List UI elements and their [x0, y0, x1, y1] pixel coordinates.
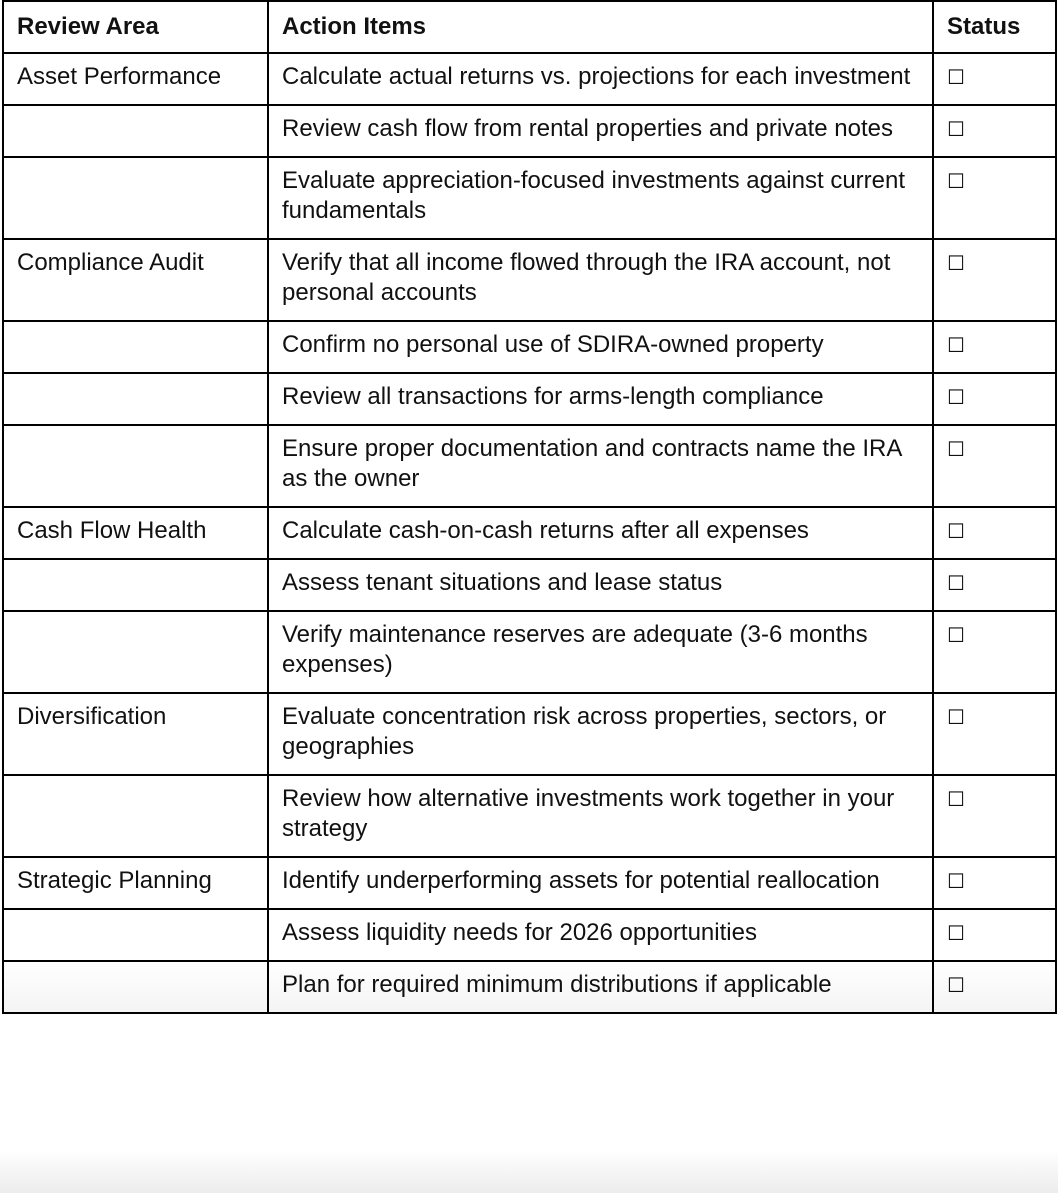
action-item-cell: Review cash flow from rental properties and private notes [268, 105, 933, 157]
table-body [3, 53, 1056, 1013]
table-row [3, 559, 1056, 611]
action-item-cell: Evaluate concentration risk across properties, sectors, or geographies [268, 693, 933, 775]
review-area-cell [3, 321, 268, 373]
action-item-cell: Calculate actual returns vs. projections for each investment [268, 53, 933, 105]
table-row [3, 693, 1056, 775]
table-row [3, 909, 1056, 961]
review-area-cell: Strategic Planning [3, 857, 268, 909]
status-checkbox[interactable]: ☐ [947, 251, 965, 275]
status-checkbox[interactable]: ☐ [947, 705, 965, 729]
status-checkbox[interactable]: ☐ [947, 169, 965, 193]
table-row [3, 611, 1056, 693]
status-cell [933, 909, 1056, 961]
status-cell [933, 559, 1056, 611]
status-cell [933, 775, 1056, 857]
review-area-cell [3, 611, 268, 693]
review-area-cell [3, 775, 268, 857]
header-action-items: Action Items [268, 1, 933, 53]
status-cell [933, 321, 1056, 373]
status-cell [933, 961, 1056, 1013]
action-item-cell: Identify underperforming assets for potential reallocation [268, 857, 933, 909]
status-checkbox[interactable]: ☐ [947, 973, 965, 997]
action-item-cell: Ensure proper documentation and contracts name the IRA as the owner [268, 425, 933, 507]
table-row [3, 239, 1056, 321]
action-item-cell: Confirm no personal use of SDIRA-owned property [268, 321, 933, 373]
status-checkbox[interactable]: ☐ [947, 65, 965, 89]
review-area-cell [3, 559, 268, 611]
action-item-cell: Evaluate appreciation-focused investments against current fundamentals [268, 157, 933, 239]
table-header-row [3, 1, 1056, 53]
status-checkbox[interactable]: ☐ [947, 333, 965, 357]
table-row [3, 425, 1056, 507]
status-cell [933, 693, 1056, 775]
status-checkbox[interactable]: ☐ [947, 385, 965, 409]
status-checkbox[interactable]: ☐ [947, 437, 965, 461]
status-checkbox[interactable]: ☐ [947, 571, 965, 595]
status-checkbox[interactable]: ☐ [947, 519, 965, 543]
status-cell [933, 105, 1056, 157]
review-area-cell: Diversification [3, 693, 268, 775]
table-row [3, 157, 1056, 239]
review-area-cell: Compliance Audit [3, 239, 268, 321]
status-checkbox[interactable]: ☐ [947, 623, 965, 647]
header-status: Status [933, 1, 1056, 53]
status-cell [933, 373, 1056, 425]
status-cell [933, 53, 1056, 105]
action-item-cell: Plan for required minimum distributions if applicable [268, 961, 933, 1013]
action-item-cell: Verify maintenance reserves are adequate (3-6 months expenses) [268, 611, 933, 693]
action-item-cell: Calculate cash-on-cash returns after all expenses [268, 507, 933, 559]
review-area-cell [3, 105, 268, 157]
action-item-cell: Verify that all income flowed through the IRA account, not personal accounts [268, 239, 933, 321]
review-area-cell: Asset Performance [3, 53, 268, 105]
review-area-cell [3, 157, 268, 239]
table-row [3, 373, 1056, 425]
review-area-cell [3, 425, 268, 507]
status-checkbox[interactable]: ☐ [947, 869, 965, 893]
status-checkbox[interactable]: ☐ [947, 787, 965, 811]
status-cell [933, 157, 1056, 239]
action-item-cell: Review how alternative investments work together in your strategy [268, 775, 933, 857]
table-row [3, 321, 1056, 373]
status-cell [933, 239, 1056, 321]
status-cell [933, 425, 1056, 507]
status-checkbox[interactable]: ☐ [947, 921, 965, 945]
status-checkbox[interactable]: ☐ [947, 117, 965, 141]
header-review-area: Review Area [3, 1, 268, 53]
table-row [3, 105, 1056, 157]
table-row [3, 507, 1056, 559]
review-area-cell [3, 961, 268, 1013]
review-area-cell: Cash Flow Health [3, 507, 268, 559]
action-item-cell: Review all transactions for arms-length compliance [268, 373, 933, 425]
status-cell [933, 507, 1056, 559]
action-item-cell: Assess liquidity needs for 2026 opportunities [268, 909, 933, 961]
table-row [3, 961, 1056, 1013]
table-row [3, 53, 1056, 105]
status-cell [933, 611, 1056, 693]
review-checklist-table [2, 0, 1057, 1014]
table-row [3, 775, 1056, 857]
status-cell [933, 857, 1056, 909]
review-area-cell [3, 373, 268, 425]
action-item-cell: Assess tenant situations and lease status [268, 559, 933, 611]
table-row [3, 857, 1056, 909]
review-area-cell [3, 909, 268, 961]
